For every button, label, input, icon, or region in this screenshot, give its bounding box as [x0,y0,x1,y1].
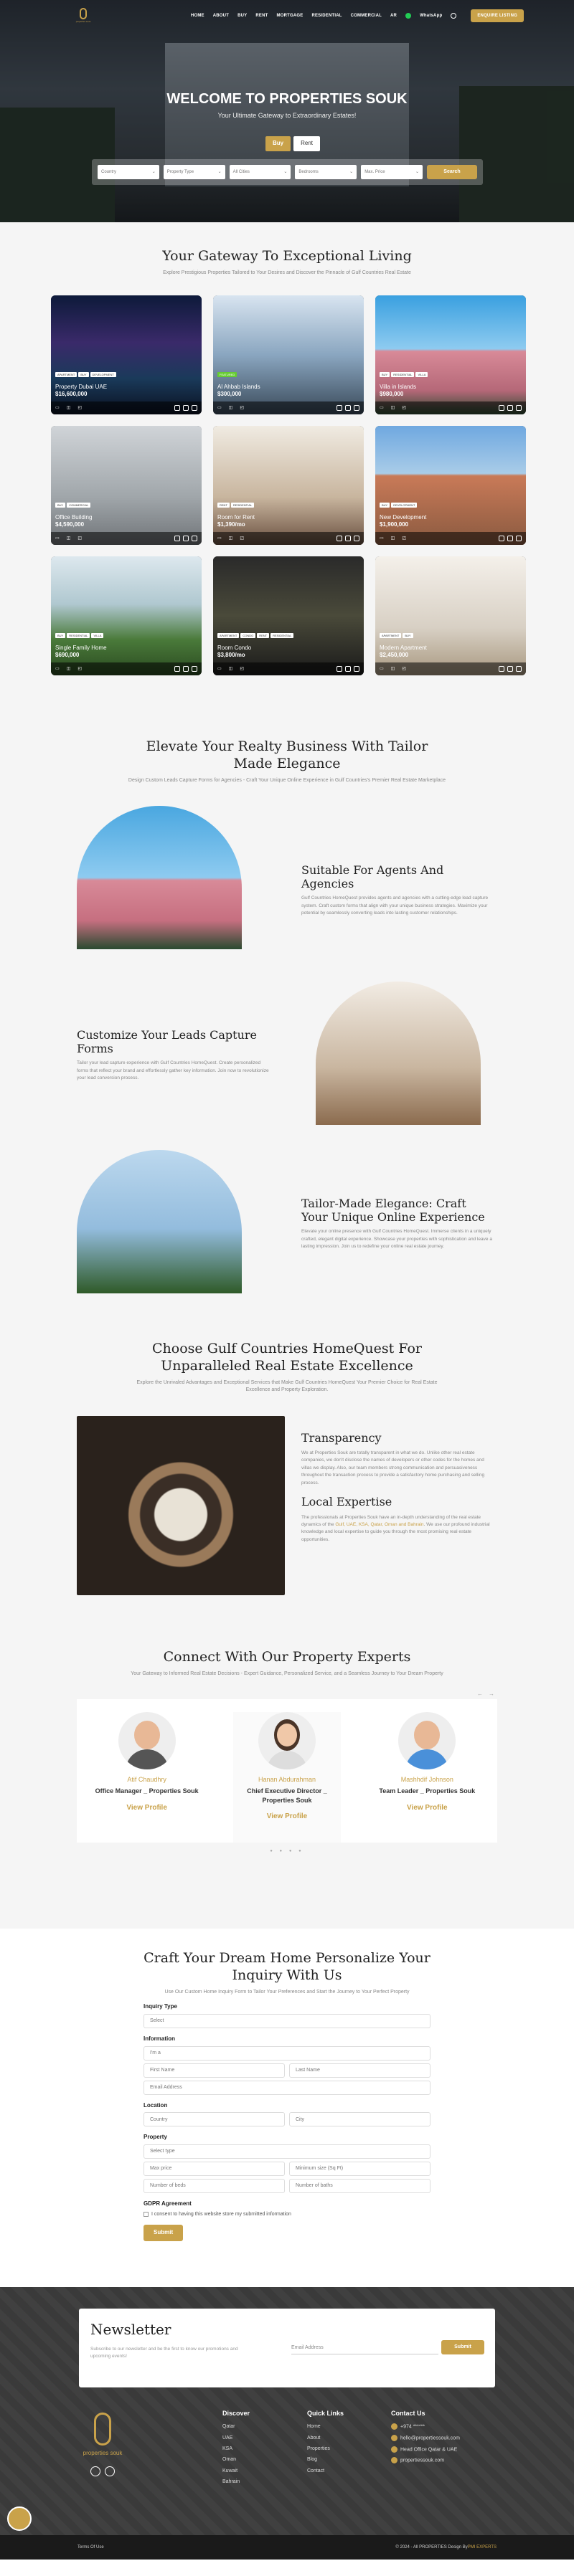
section-subtitle: Explore the Unrivaled Advantages and Exceptional Services that Make Gulf Countries HomeQuest Your Premier Choice for Real Estate Excellence and Property Exploration. [136,1379,438,1392]
property-tags [380,372,428,377]
city-field[interactable]: City [289,2112,430,2126]
expert-card [93,1712,201,1843]
area-icon: ◰ [402,667,407,672]
property-title: Room Condo [217,644,252,651]
whatsapp-icon[interactable] [405,13,411,19]
property-info [380,514,426,530]
property-tag: RESIDENTIAL [391,372,414,377]
expand-icon[interactable] [499,536,504,541]
property-tag: RENT [257,633,269,638]
inquiry-type-select[interactable]: Select [144,2014,430,2028]
view-profile-link[interactable]: View Profile [126,1803,167,1812]
baths-field[interactable]: Number of baths [289,2179,430,2193]
first-name-field[interactable]: First Name [144,2063,285,2078]
expand-icon[interactable] [174,536,180,541]
local-expertise-text: The professionals at Properties Souk have an in-depth understanding of the real estate dynamics of the Gulf, UAE, KSA, Qatar, Oman and Bahrain. We use our profound industrial knowledge and local expertise to guide you through the most promising real estate opportunities. [301,1514,490,1542]
hero-section [0,0,574,222]
nav-residential[interactable]: RESIDENTIAL [311,13,342,18]
heart-icon[interactable] [345,536,351,541]
newsletter-box [79,2309,495,2387]
newsletter-email-input[interactable]: Email Address [291,2340,438,2354]
nav-language[interactable]: AR [390,13,397,18]
area-icon: ◰ [77,667,83,672]
property-tag: DEVELOPMENT [90,372,116,377]
heart-icon[interactable] [507,405,513,411]
property-info [217,384,260,399]
property-tags [55,503,90,508]
property-tag: APARTMENT [55,372,77,377]
footer-link[interactable]: Home [307,2424,321,2430]
property-card[interactable] [213,556,364,675]
heart-icon[interactable] [183,666,189,672]
compare-icon[interactable] [516,536,522,541]
expand-icon[interactable] [337,536,342,541]
property-tag: COMMERCIAL [67,503,90,508]
rent-tab[interactable]: Rent [293,136,320,151]
feature-image-palms [77,1150,242,1293]
featured-badge: FEATURED [217,372,237,377]
carousel-dots[interactable]: ● ● ● ● [270,1849,304,1854]
area-icon: ◰ [240,667,245,672]
property-info [55,645,107,660]
property-meta [51,662,202,675]
nav-rent[interactable]: RENT [255,13,268,18]
bed-icon: ▭ [380,667,384,672]
bed-icon: ▭ [380,406,384,411]
property-title: New Development [380,513,427,521]
bed-icon: ▭ [217,667,222,672]
feature-title: Suitable For Agents And Agencies [301,863,444,891]
instagram-icon[interactable] [105,2466,115,2476]
property-meta [375,401,526,414]
chevron-down-icon: ⌄ [217,169,222,174]
next-arrow-icon[interactable]: → [489,1691,494,1698]
chevron-down-icon: ⌄ [349,169,354,174]
footer-link[interactable]: About [307,2435,321,2440]
property-card[interactable] [375,556,526,675]
section-title: Elevate Your Realty Business With Tailor Made Elegance [146,738,428,771]
property-tag: APARTMENT [380,633,401,638]
heart-icon[interactable] [507,536,513,541]
property-meta [375,662,526,675]
footer-brand-name: properties souk [83,2450,123,2456]
website-item[interactable]: propertiessouk.com [391,2457,460,2464]
property-price: $300,000 [217,391,242,398]
heart-icon[interactable] [345,405,351,411]
designer-credit[interactable]: PMI EXPERTS [467,2544,497,2549]
property-tag: BUY [380,372,390,377]
nav-commercial[interactable]: COMMERCIAL [350,13,382,18]
footer-logo[interactable] [77,2413,128,2476]
property-price: $1,390/mo [217,521,245,528]
brand-name: properties souk [75,20,91,24]
property-tags [380,633,413,638]
location-icon [391,2446,397,2453]
expert-role: Office Manager _ Properties Souk [95,1787,199,1795]
beds-field[interactable]: Number of beds [144,2179,285,2193]
footer-link[interactable]: Qatar [222,2424,235,2430]
bath-icon: ◫ [66,536,71,541]
max-price-field[interactable]: Max price [144,2162,285,2176]
property-card[interactable] [375,295,526,414]
compare-icon[interactable] [192,405,197,411]
feature-row [0,806,574,971]
section-title: Craft Your Dream Home Personalize Your Inquiry With Us [144,1950,430,1983]
experts-section [0,1649,574,1929]
compare-icon[interactable] [354,405,359,411]
chevron-down-icon: ⌄ [283,169,288,174]
enquire-listing-button[interactable]: ENQUIRE LISTING [471,9,524,22]
expand-icon[interactable] [174,666,180,672]
view-profile-link[interactable]: View Profile [407,1803,448,1812]
expert-role: Team Leader _ Properties Souk [379,1787,476,1795]
feature-text: Tailor your lead capture experience with Gulf Countries HomeQuest. Create personalized forms that reflect your brand and effortlessly gather key information. Join now to revolutionize your lead conversion process. [77,1060,269,1081]
property-info [380,384,416,399]
property-meta [375,532,526,545]
nav-mortgage[interactable]: MORTGAGE [276,13,304,18]
property-info [380,645,427,660]
property-card[interactable] [51,556,202,675]
footer-link[interactable]: Blog [307,2457,318,2463]
email-item[interactable]: hello@propertiessouk.com [391,2435,460,2442]
feature-row [0,1143,574,1308]
property-tags [217,503,254,508]
buy-tab[interactable]: Buy [265,136,291,151]
search-button[interactable]: Search [427,165,477,179]
property-price: $4,590,000 [55,521,85,528]
heart-icon[interactable] [183,405,189,411]
compare-icon[interactable] [516,405,522,411]
footer-link[interactable]: Contact [307,2468,325,2473]
property-meta [213,532,364,545]
property-tag: RESIDENTIAL [67,633,90,638]
property-tag: BUY [55,503,65,508]
expert-card [373,1712,481,1843]
listings-section [0,222,574,695]
transparency-text: We at Properties Souk are totally transparent in what we do. Unlike other real estate companies, we don't disclose the names of developers or other codes for the homes and villas we display. Also, our team members strong communication and persuasiveness throughout the transaction process to provide a satisfactory home purchasing and selling process. [301,1450,485,1486]
nav-whatsapp[interactable]: WhatsApp [420,13,443,18]
feature-image-courtyard [316,982,481,1125]
expert-name: Mashhdif Johnson [400,1776,453,1784]
feature-title: Tailor-Made Elegance: Craft Your Unique Online Experience [301,1197,485,1225]
location-label: Location [144,2101,168,2109]
property-title: Single Family Home [55,644,107,651]
bed-icon: ▭ [217,406,222,411]
nav-menu [191,9,524,22]
bed-icon: ▭ [55,406,60,411]
bath-icon: ◫ [390,406,395,411]
address-item: Head Office Qatar & UAE [391,2446,460,2453]
newsletter-text: Subscribe to our newsletter and be the first to know our promotions and upcoming events! [90,2347,238,2359]
footer-heading: Quick Links [307,2410,344,2417]
terms-link[interactable]: Terms Of Use [77,2544,104,2549]
property-title: Al Ahbab Islands [217,383,260,390]
countries-link[interactable]: Gulf, UAE, KSA, Qatar, Oman and Bahrain [335,1522,424,1528]
elevate-section [0,695,574,1319]
bath-icon: ◫ [228,536,233,541]
property-tag: VILLA [91,633,103,638]
bedrooms-select[interactable]: Bedrooms ⌄ [295,165,357,179]
chat-bubble-icon[interactable] [7,2506,32,2531]
city-select[interactable]: All Cities ⌄ [230,165,291,179]
hero-title: WELCOME TO PROPERTIES SOUK [166,91,408,107]
property-info [217,514,255,530]
property-info [55,384,107,399]
property-info [55,514,92,530]
property-meta [51,401,202,414]
information-label: Information [144,2035,175,2042]
avatar [118,1712,176,1769]
property-tags [217,633,293,638]
feature-text: Elevate your online presence with Gulf Countries HomeQuest. Immerse clients in a uniquely crafted, elegant digital experience. Showcase your properties with sophistication and leave a lasting impression. Join us to redefine your online real estate journey. [301,1229,492,1250]
experts-carousel [77,1699,497,1843]
expert-name: Atif Chaudhry [127,1776,166,1784]
property-price: $690,000 [55,652,80,659]
footer-link[interactable]: Properties [307,2446,330,2452]
facebook-icon[interactable] [90,2466,100,2476]
gdpr-text: I consent to having this website store my submitted information [151,2211,291,2217]
newsletter-submit-button[interactable]: Submit [441,2340,484,2354]
property-tag: VILLA [415,372,428,377]
tunnel-image [77,1416,285,1595]
property-title: Modern Apartment [380,644,427,651]
property-price: $3,800/mo [217,652,245,659]
expert-name: Hanan Abdurahman [258,1776,316,1784]
section-title: Choose Gulf Countries HomeQuest For Unparalleled Real Estate Excellence [152,1341,422,1374]
property-price: $1,900,000 [380,521,409,528]
property-title: Room for Rent [217,513,255,521]
heart-icon[interactable] [183,536,189,541]
area-icon: ◰ [402,536,407,541]
nav-home[interactable]: HOME [190,13,204,18]
expand-icon[interactable] [499,666,504,672]
footer-contact [391,2409,460,2468]
bed-icon: ▭ [380,536,384,541]
property-meta [213,401,364,414]
gdpr-checkbox[interactable] [144,2212,149,2217]
area-icon: ◰ [240,536,245,541]
property-tag: DEVELOPMENT [391,503,417,508]
property-meta [213,662,364,675]
expand-icon[interactable] [337,666,342,672]
top-nav [0,0,574,32]
compare-icon[interactable] [192,666,197,672]
prev-arrow-icon[interactable]: ← [477,1691,483,1698]
bath-icon: ◫ [228,667,233,672]
expand-icon[interactable] [499,405,504,411]
property-type-select[interactable]: Select type [144,2144,430,2159]
globe-icon [391,2457,397,2463]
property-price: $16,600,000 [55,391,88,398]
area-icon: ◰ [240,406,245,411]
property-tag: APARTMENT [217,633,239,638]
section-subtitle: Design Custom Leads Capture Forms for Agencies - Craft Your Unique Online Experience in Gulf Countries's Premier Real Estate Marketplace [128,777,446,783]
avatar [258,1712,316,1769]
last-name-field[interactable]: Last Name [289,2063,430,2078]
view-profile-link[interactable]: View Profile [266,1812,308,1820]
property-price: $2,450,000 [380,652,409,659]
copyright-text: © 2024 - All PROPERTIES Design By [395,2544,468,2549]
mail-icon [391,2435,397,2441]
section-title: Connect With Our Property Experts [163,1649,411,1665]
phone-item[interactable]: +974 ****** [391,2423,460,2430]
bath-icon: ◫ [66,667,71,672]
feature-title: Customize Your Leads Capture Forms [77,1028,257,1056]
compare-icon[interactable] [516,666,522,672]
area-icon: ◰ [402,406,407,411]
local-expertise-title: Local Expertise [301,1495,392,1509]
nav-about[interactable]: ABOUT [212,13,230,18]
choose-section [0,1319,574,1649]
property-label: Property [144,2134,167,2141]
compare-icon[interactable] [354,666,359,672]
bed-icon: ▭ [55,667,60,672]
inquiry-section [0,1929,574,2287]
footer-heading: Contact Us [391,2410,425,2417]
property-grid [51,295,574,675]
area-icon: ◰ [77,406,83,411]
footer [0,2287,574,2560]
property-title: Villa in Islands [380,383,416,390]
gdpr-label: GDPR Agreement [144,2200,192,2207]
feature-row [0,971,574,1136]
country-select[interactable]: Country ⌄ [98,165,159,179]
heart-icon[interactable] [345,666,351,672]
property-info [217,645,251,660]
chevron-down-icon: ⌄ [151,169,156,174]
property-card[interactable] [375,426,526,545]
property-card[interactable] [213,426,364,545]
property-title: Office Building [55,513,93,521]
phone-icon [391,2423,397,2430]
expand-icon[interactable] [174,405,180,411]
bed-icon: ▭ [55,536,60,541]
country-field[interactable]: Country [144,2112,285,2126]
property-title: Property Dubai UAE [55,383,108,390]
footer-link[interactable]: UAE [222,2435,233,2440]
property-tag: BUY [78,372,88,377]
bath-icon: ◫ [390,536,395,541]
max-price-select[interactable]: Max. Price ⌄ [361,165,423,179]
footer-heading: Discover [222,2410,250,2417]
copyright-bar [0,2535,574,2560]
transparency-title: Transparency [301,1430,382,1445]
bath-icon: ◫ [228,406,233,411]
bed-icon: ▭ [217,536,222,541]
footer-link[interactable]: Bahrain [222,2479,240,2485]
compare-icon[interactable] [192,536,197,541]
property-tag: BUY [55,633,65,638]
hero-subtitle: Your Ultimate Gateway to Extraordinary Estates! [217,112,357,119]
buy-rent-toggle [265,136,320,151]
nav-buy[interactable]: BUY [237,13,248,18]
property-meta [51,532,202,545]
property-type-select[interactable]: Property Type ⌄ [164,165,225,179]
submit-button[interactable]: Submit [144,2225,183,2241]
brand-logo[interactable] [75,5,91,27]
property-tag: CONDO [240,633,255,638]
role-select[interactable]: I'm a [144,2046,430,2061]
property-tag: BUY [380,503,390,508]
property-tag: BUY [403,633,413,638]
property-tag: RESIDENTIAL [231,503,254,508]
inquiry-form [144,2003,430,2241]
footer-quick-links [307,2409,344,2478]
footer-link[interactable]: Oman [222,2457,237,2463]
min-size-field[interactable]: Minimum size (Sq Ft) [289,2162,430,2176]
heart-icon[interactable] [507,666,513,672]
section-subtitle: Explore Prestigious Properties Tailored to Your Desires and Discover the Pinnacle of Gulf Countries Real Estate [163,270,411,275]
inquiry-type-label: Inquiry Type [144,2003,177,2010]
footer-link[interactable]: Kuwait [222,2468,238,2473]
property-tags [55,633,103,638]
footer-link[interactable]: KSA [222,2446,233,2452]
feature-text: Gulf Countries HomeQuest provides agents and agencies with a cutting-edge lead capture system. Craft custom forms that align with your unique business strategies. Maximize your potential by seamlessly converting leads into lasting customer relationships. [301,895,489,916]
email-field[interactable]: Email Address [144,2081,430,2095]
bath-icon: ◫ [390,667,395,672]
area-icon: ◰ [77,536,83,541]
property-card[interactable] [51,295,202,414]
property-card[interactable] [51,426,202,545]
footer-discover [222,2409,250,2490]
compare-icon[interactable] [354,536,359,541]
property-tag: RESIDENTIAL [270,633,293,638]
expand-icon[interactable] [337,405,342,411]
bath-icon: ◫ [66,406,71,411]
expert-card [233,1712,341,1843]
section-subtitle: Use Our Custom Home Inquiry Form to Tailor Your Preferences and Start the Journey to Your Perfect Property [164,1989,410,1995]
expert-role: Chief Executive Director _ Properties Souk [247,1787,327,1804]
avatar [398,1712,456,1769]
newsletter-title: Newsletter [90,2321,171,2338]
property-price: $980,000 [380,391,404,398]
chevron-down-icon: ⌄ [415,169,419,174]
property-card[interactable] [213,295,364,414]
globe-icon[interactable] [451,13,456,19]
property-tags [380,503,417,508]
feature-image-atlantis [77,806,242,949]
section-subtitle: Your Gateway to Informed Real Estate Decisions - Expert Guidance, Personalized Service, and a Seamless Journey to Your Dream Property [131,1670,443,1676]
property-tags [55,372,116,377]
section-title: Your Gateway To Exceptional Living [162,248,412,264]
property-tag: RENT [217,503,230,508]
search-bar [92,159,483,185]
